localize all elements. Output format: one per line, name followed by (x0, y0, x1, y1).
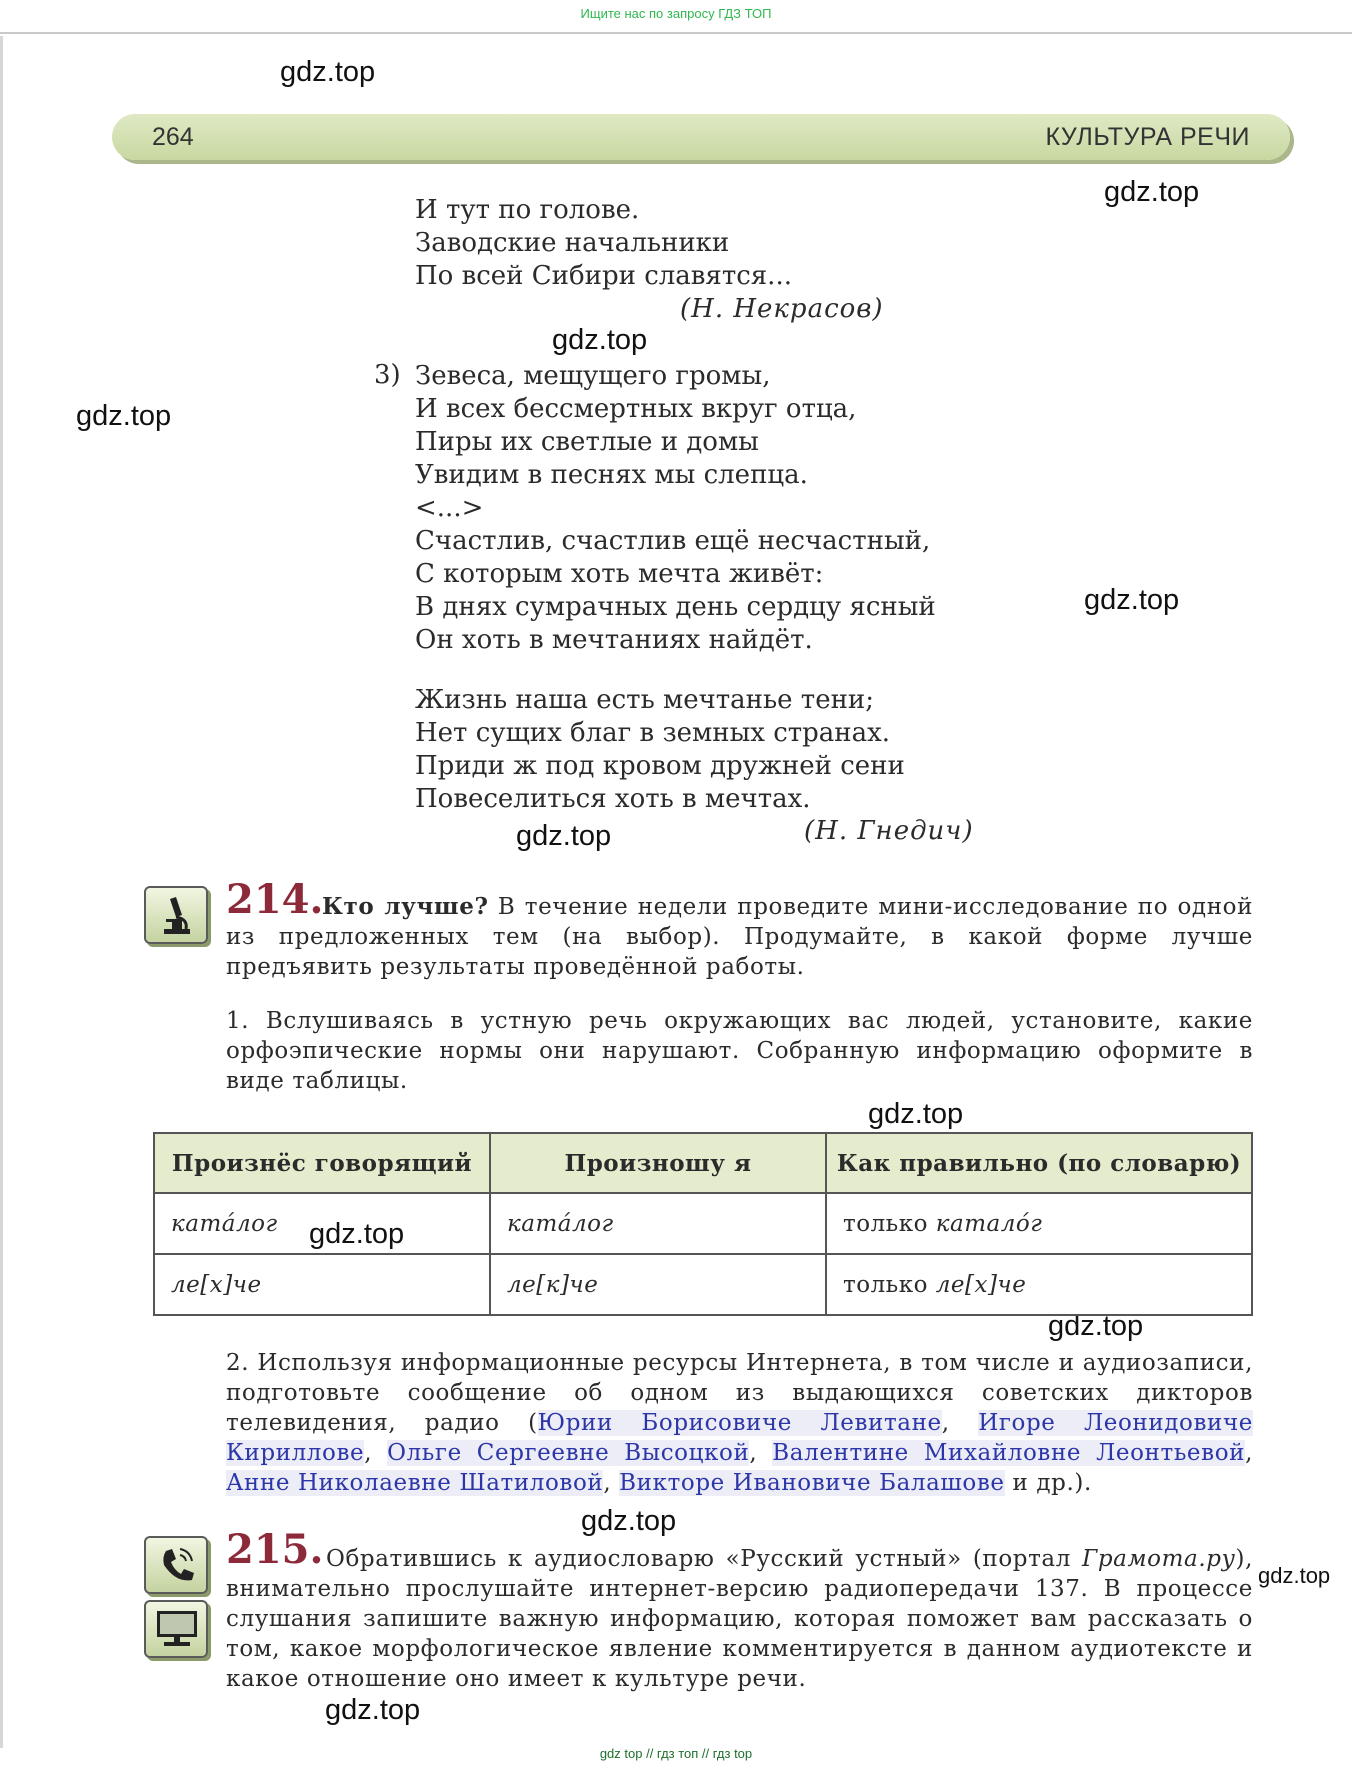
watermark: gdz.top (581, 1505, 677, 1537)
poem-ellipsis: <...> (415, 493, 484, 523)
poem-line: Заводские начальники (415, 228, 730, 258)
poem-gnedich-stanza-2 (415, 684, 905, 816)
table-header: Произношу я (490, 1133, 826, 1193)
poem-line: В днях сумрачных день сердцу ясный (415, 592, 936, 622)
table-cell-mine (490, 1193, 826, 1254)
announcer-link[interactable]: Игоре Леонидовиче Кириллове (226, 1410, 1253, 1466)
running-header (112, 114, 1290, 160)
word: ката́лог (507, 1210, 614, 1237)
poem-line: По всей Сибири славятся... (415, 261, 792, 291)
separator: , (364, 1440, 388, 1466)
watermark: gdz.top (309, 1218, 405, 1250)
poem-line: Приди ж под кровом дружней сени (415, 751, 905, 781)
poem-line: Повеселиться хоть в мечтах. (415, 784, 811, 814)
poem-line: Нет сущих благ в земных странах. (415, 718, 891, 748)
watermark: gdz.top (1084, 584, 1180, 616)
watermark: gdz.top (1048, 1310, 1144, 1342)
poem-author: (Н. Гнедич) (804, 816, 974, 846)
table-cell-correct (826, 1254, 1252, 1315)
word-prefix: только (843, 1210, 928, 1237)
table-cell-correct (826, 1193, 1252, 1254)
task-text: ), внимательно прослушайте интернет-версию радиопередачи 137. В процессе слушания запишите важную информацию, которая поможет вам рассказать о том, какое морфологическое явление комментируется в данном аудиотексте и какое отношение оно имеет к культуре речи. (226, 1546, 1253, 1692)
task-215-text (226, 1544, 1253, 1694)
table-header-row (154, 1133, 1252, 1193)
announcer-link[interactable]: Ольге Сергеевне Высоцкой (387, 1440, 750, 1466)
poem-line: И всех бессмертных вкруг отца, (415, 394, 857, 424)
word-prefix: только (843, 1271, 928, 1298)
poem-author: (Н. Некрасов) (680, 294, 884, 324)
watermark: gdz.top (552, 324, 648, 356)
section-title: КУЛЬТУРА РЕЧИ (1045, 123, 1250, 151)
announcer-link[interactable]: Валентине Михайловне Леонтьевой (772, 1440, 1246, 1466)
separator: , (749, 1440, 773, 1466)
watermark: gdz.top (516, 820, 612, 852)
word: ле[х]че (171, 1271, 262, 1298)
poem-nekrasov (415, 194, 792, 293)
task-214-intro (226, 892, 1253, 982)
announcer-link[interactable]: Анне Николаевне Шатиловой (226, 1470, 604, 1496)
table-row (154, 1193, 1252, 1254)
task-text: Обратившись к аудиословарю «Русский устный» (портал (326, 1546, 1083, 1572)
watermark: gdz.top (1258, 1563, 1331, 1588)
word: катало́г (935, 1210, 1043, 1237)
separator: , (941, 1410, 979, 1436)
poem-gnedich-stanza-1 (415, 360, 936, 657)
task-214-item-2 (226, 1348, 1253, 1498)
page-number: 264 (152, 123, 194, 151)
announcer-link[interactable]: Юрии Борисовиче Левитане (537, 1410, 942, 1436)
task-intro-text: В течение недели проведите мини-исследование по одной из предложенных тем (на выбор). Продумайте, в какой форме лучше предъявить результаты проведённой работы. (226, 894, 1254, 980)
poem-line: Увидим в песнях мы слепца. (415, 460, 808, 490)
table-cell-mine (490, 1254, 826, 1315)
left-page-edge (0, 36, 3, 1748)
footer-text: gdz top // гдз топ // гдз top (599, 1746, 753, 1761)
poem-line: И тут по голове. (415, 195, 640, 225)
poem-line: Счастлив, счастлив ещё несчастный, (415, 526, 931, 556)
task-number-215: 215. (226, 1526, 324, 1573)
poem-line: Он хоть в мечтаниях найдёт. (415, 625, 813, 655)
word: ле[х]че (935, 1271, 1027, 1298)
table-header: Произнёс говорящий (154, 1133, 490, 1193)
microscope-icon (154, 893, 198, 937)
poem-line: С которым хоть мечта живёт: (415, 559, 824, 589)
poem-line: Пиры их светлые и домы (415, 427, 759, 457)
word: ката́лог (171, 1210, 278, 1237)
internet-badge (144, 1600, 208, 1658)
task-number-214: 214. (226, 876, 324, 923)
task-214-item-1: 1. Вслушиваясь в устную речь окружающих вас людей, установите, какие орфоэпические нормы они нарушают. Собранную информацию оформите в виде таблицы. (226, 1008, 1253, 1094)
watermark: gdz.top (280, 56, 376, 88)
phone-icon (154, 1543, 198, 1587)
poem-line: Зевеса, мещущего громы, (415, 361, 771, 391)
top-banner-text: Ищите нас по запросу ГДЗ ТОП (580, 6, 772, 21)
task-title: Кто лучше? (322, 893, 489, 920)
table-row (154, 1254, 1252, 1315)
announcer-link[interactable]: Викторе Ивановиче Балашове (619, 1470, 1005, 1496)
portal-name: Грамота.ру (1082, 1546, 1236, 1572)
top-banner-bar (0, 0, 1352, 34)
computer-icon (154, 1607, 202, 1651)
item-2-end: и др.). (1004, 1470, 1092, 1496)
word: ле[к]че (507, 1271, 599, 1298)
table-cell-said (154, 1254, 490, 1315)
poem-number-label: 3) (374, 360, 401, 390)
table-cell-said (154, 1193, 490, 1254)
research-badge (144, 886, 208, 944)
poem-line: Жизнь наша есть мечтанье тени; (415, 685, 874, 715)
watermark: gdz.top (325, 1694, 421, 1726)
table-header: Как правильно (по словарю) (826, 1133, 1252, 1193)
separator: , (603, 1470, 620, 1496)
item-2-text: 2. Используя информационные ресурсы Интернета, в том числе и аудиозаписи, подготовьте сообщение об одном из выдающихся советских дикторов телевидения, радио ( (226, 1350, 1253, 1436)
audio-badge (144, 1536, 208, 1594)
orthoepy-table (153, 1132, 1253, 1316)
watermark: gdz.top (868, 1098, 964, 1130)
watermark: gdz.top (1104, 176, 1200, 208)
watermark: gdz.top (76, 400, 172, 432)
separator: , (1245, 1440, 1253, 1466)
